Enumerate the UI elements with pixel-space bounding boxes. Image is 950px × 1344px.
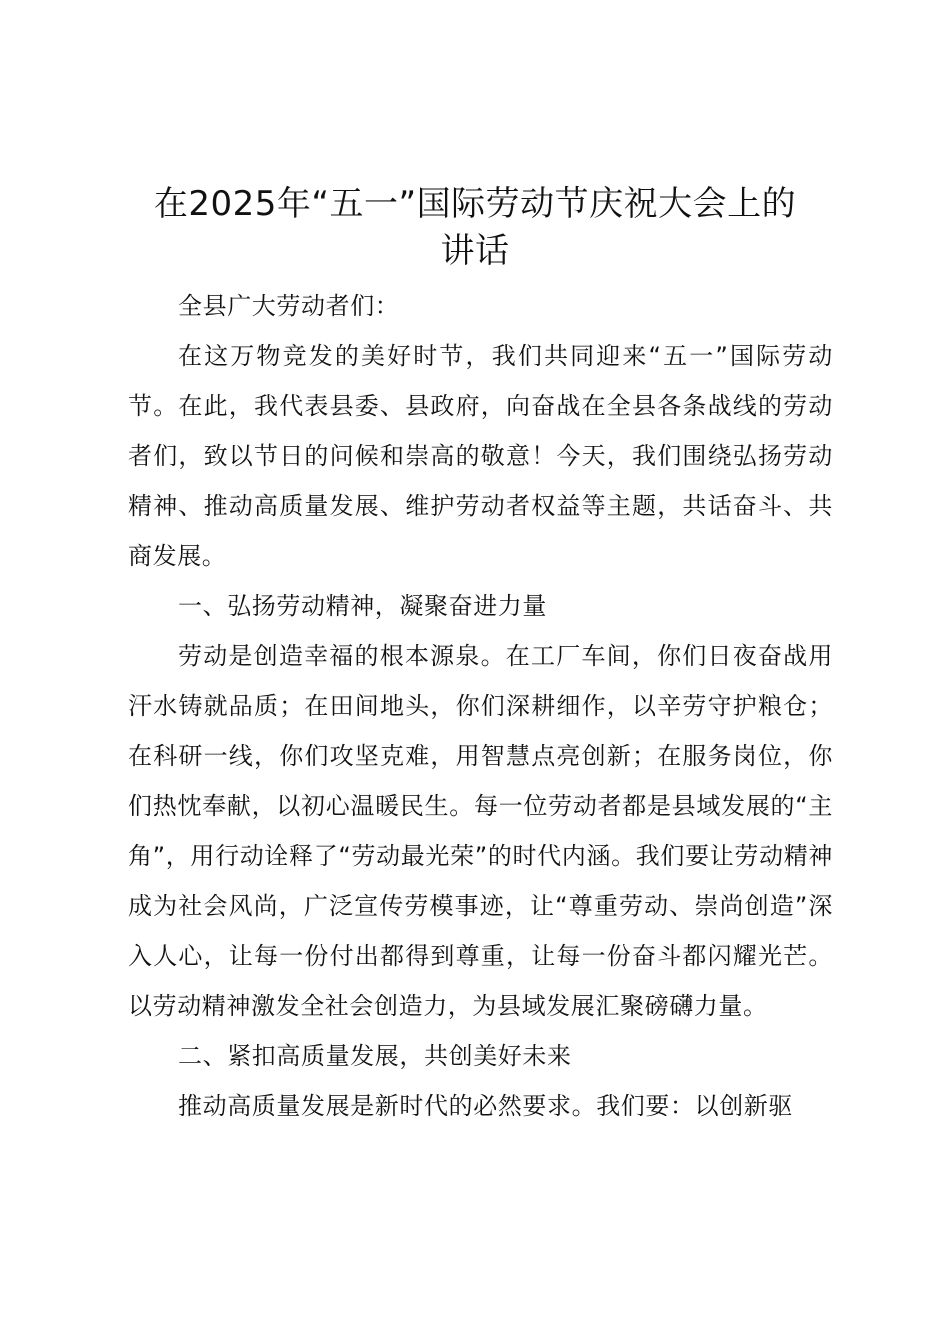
section-heading-1: 一、弘扬劳动精神，凝聚奋进力量 (178, 592, 547, 620)
document-body (128, 281, 833, 1131)
section-heading-2: 二、紧扣高质量发展，共创美好未来 (178, 1042, 572, 1070)
paragraph-section-1: 劳动是创造幸福的根本源泉。在工厂车间，你们日夜奋战用汗水铸就品质；在田间地头，你们深耕细作，以辛劳守护粮仓；在科研一线，你们攻坚克难，用智慧点亮创新；在服务岗位，你们热忱奉献，以初心温暖民生。每一位劳动者都是县域发展的“主角”，用行动诠释了“劳动最光荣”的时代内涵。我们要让劳动精神成为社会风尚，广泛宣传劳模事迹，让“尊重劳动、崇尚创造”深入人心，让每一份付出都得到尊重，让每一份奋斗都闪耀光芒。以劳动精神激发全社会创造力，为县域发展汇聚磅礴力量。 (128, 642, 833, 1020)
document-title (100, 181, 850, 275)
paragraph-intro: 在这万物竞发的美好时节，我们共同迎来“五一”国际劳动节。在此，我代表县委、县政府，向奋战在全县各条战线的劳动者们，致以节日的问候和崇高的敬意！今天，我们围绕弘扬劳动精神、推动高质量发展、维护劳动者权益等主题，共话奋斗、共商发展。 (128, 342, 833, 570)
paragraph-section-2: 推动高质量发展是新时代的必然要求。我们要：以创新驱 (178, 1092, 793, 1120)
title-line-2: 讲话 (440, 231, 510, 271)
title-line-1: 在2025年“五一”国际劳动节庆祝大会上的 (153, 184, 797, 224)
salutation: 全县广大劳动者们： (178, 292, 400, 320)
